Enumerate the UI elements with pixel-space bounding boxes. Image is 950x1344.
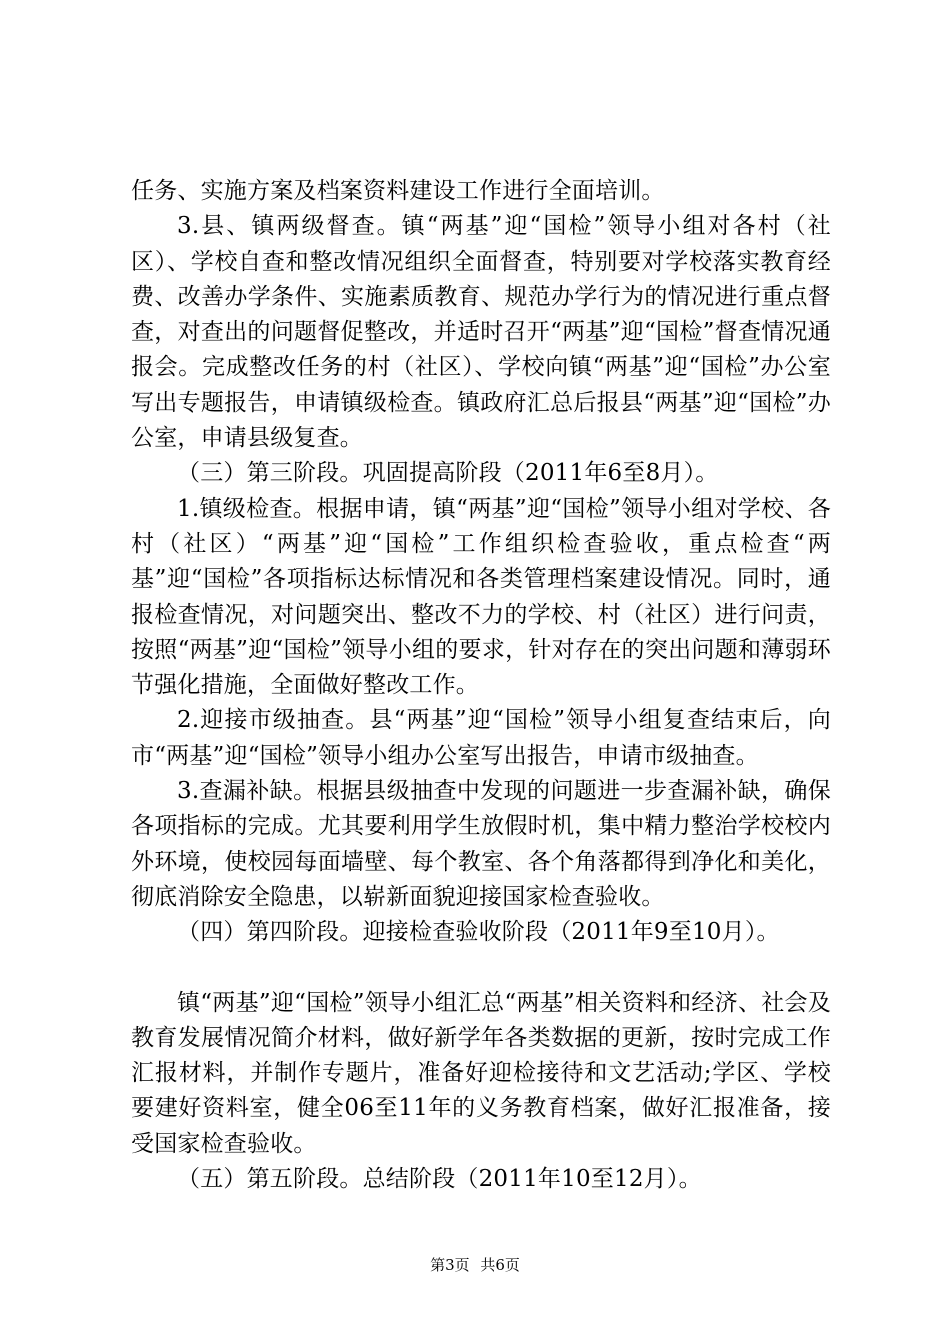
paragraph-town-level-check: 1.镇级检查。根据申请，镇“两基”迎“国检”领导小组对学校、各村（社区）“两基”迎“国检”工作组织检查验收，重点检查“两基”迎“国检”各项指标达标情况和各类管理档案建设情况。同时，通报检查情况，对问题突出、整改不力的学校、村（社区）进行问责，按照“两基”迎“国检”领导小组的要求，针对存在的突出问题和薄弱环节强化措施，全面做好整改工作。 [131, 495, 831, 699]
document-body [131, 174, 831, 1197]
heading-phase-five: （五）第五阶段。总结阶段（2011年10至12月）。 [177, 1166, 702, 1193]
paragraph-acceptance-preparation: 镇“两基”迎“国检”领导小组汇总“两基”相关资料和经济、社会及教育发展情况简介材料，做好新学年各类数据的更新，按时完成工作汇报材料，并制作专题片，准备好迎检接待和文艺活动;学区、学校要建好资料室，健全06至11年的义务教育档案，做好汇报准备，接受国家检查验收。 [131, 989, 831, 1157]
paragraph-city-spot-check: 2.迎接市级抽查。县“两基”迎“国检”领导小组复查结束后，向市“两基”迎“国检”领导小组办公室写出报告，申请市级抽查。 [131, 707, 831, 769]
page-footer [0, 1255, 950, 1275]
paragraph-fill-gaps: 3.查漏补缺。根据县级抽查中发现的问题进一步查漏补缺，确保各项指标的完成。尤其要利用学生放假时机，集中精力整治学校校内外环境，使校园每面墙壁、每个教室、各个角落都得到净化和美化，彻底消除安全隐患，以崭新面貌迎接国家检查验收。 [131, 778, 831, 910]
paragraph-training-continuation: 任务、实施方案及档案资料建设工作进行全面培训。 [131, 178, 665, 204]
heading-phase-three: （三）第三阶段。巩固提高阶段（2011年6至8月）。 [177, 460, 719, 487]
paragraph-county-town-inspection: 3.县、镇两级督查。镇“两基”迎“国检”领导小组对各村（社区）、学校自查和整改情况组织全面督查，特别要对学校落实教育经费、改善办学条件、实施素质教育、规范办学行为的情况进行重点督查，对查出的问题督促整改，并适时召开“两基”迎“国检”督查情况通报会。完成整改任务的村（社区）、学校向镇“两基”迎“国检”办公室写出专题报告，申请镇级检查。镇政府汇总后报县“两基”迎“国检”办公室，申请县级复查。 [131, 213, 831, 452]
heading-phase-four: （四）第四阶段。迎接检查验收阶段（2011年9至10月）。 [177, 919, 780, 946]
page-number-current: 第3页 [430, 1256, 470, 1274]
page-number-total: 共6页 [480, 1256, 520, 1274]
